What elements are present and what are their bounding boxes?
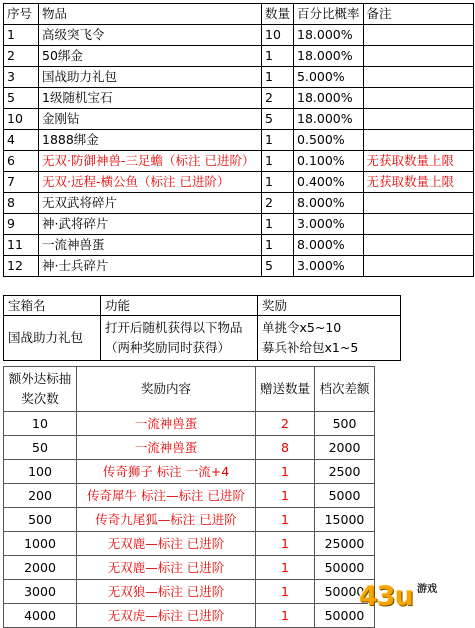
table-row [4,193,474,214]
reward-qty: 2 [256,412,315,436]
row-item: 高级突飞令 [39,25,262,46]
header-note: 备注 [363,4,473,25]
row-id: 11 [4,235,39,256]
reward-qty: 8 [256,436,315,460]
reward-content: 传奇狮子 标注 一流+4 [77,460,256,484]
logo-brand: 43u [359,581,413,612]
table-row [4,256,474,277]
row-percent: 5.000% [294,67,364,88]
row-qty: 2 [262,88,294,109]
header-item: 物品 [39,4,262,25]
row-percent: 3.000% [294,256,364,277]
table-row [4,235,474,256]
table-row [4,46,474,67]
reward-content: 传奇九尾狐—标注 已进阶 [77,508,256,532]
header-draws-line2: 奖次数 [21,391,59,406]
reward-content: 一流神兽蛋 [77,412,256,436]
reward-row [4,412,375,436]
row-percent: 0.400% [294,172,364,193]
table-row [4,172,474,193]
reward-content: 一流神兽蛋 [77,436,256,460]
reward-gap: 5000 [315,484,375,508]
row-qty: 1 [262,67,294,88]
reward-content: 无双鹿—标注 已进阶 [77,556,256,580]
reward-header-row [4,367,375,412]
table-row [4,130,474,151]
row-qty: 1 [262,172,294,193]
row-id: 6 [4,151,39,172]
extra-reward-table [3,366,375,628]
reward-gap: 50000 [315,556,375,580]
row-item: 一流神兽蛋 [39,235,262,256]
reward-row [4,484,375,508]
row-id: 5 [4,88,39,109]
table-row [4,67,474,88]
row-id: 7 [4,172,39,193]
chest-reward-line1: 单挑令x5~10 [262,320,342,335]
header-id: 序号 [4,4,39,25]
row-percent: 0.100% [294,151,364,172]
reward-draws: 50 [4,436,77,460]
row-note [363,256,473,277]
row-item: 无双武将碎片 [39,193,262,214]
header-gift-qty: 赠送数量 [256,367,315,412]
row-qty: 1 [262,46,294,67]
reward-draws: 1000 [4,532,77,556]
table-row [4,109,474,130]
row-percent: 8.000% [294,235,364,256]
reward-gap: 2500 [315,460,375,484]
chest-reward [258,316,401,361]
reward-content: 传奇犀牛 标注—标注 已进阶 [77,484,256,508]
reward-draws: 100 [4,460,77,484]
row-qty: 5 [262,109,294,130]
reward-qty: 1 [256,532,315,556]
row-percent: 18.000% [294,109,364,130]
reward-draws: 4000 [4,604,77,628]
logo-label: 游戏 [417,584,437,595]
row-qty: 1 [262,151,294,172]
row-item: 无双·防御神兽-三足蟾（标注 已进阶） [39,151,262,172]
row-item: 1级随机宝石 [39,88,262,109]
reward-row [4,460,375,484]
row-id: 2 [4,46,39,67]
reward-row [4,508,375,532]
chest-function-line1: 打开后随机获得以下物品 [105,320,243,335]
row-note [363,46,473,67]
row-percent: 18.000% [294,46,364,67]
chest-name: 国战助力礼包 [4,316,101,361]
reward-content: 无双虎—标注 已进阶 [77,604,256,628]
reward-gap: 50000 [315,580,375,604]
row-percent: 0.500% [294,130,364,151]
reward-row [4,556,375,580]
table-row [4,214,474,235]
row-note [363,130,473,151]
reward-qty: 1 [256,508,315,532]
row-id: 1 [4,25,39,46]
reward-qty: 1 [256,604,315,628]
reward-draws: 10 [4,412,77,436]
reward-qty: 1 [256,580,315,604]
header-draws-line1: 额外达标抽 [8,371,72,386]
chest-table [3,295,401,361]
reward-draws: 500 [4,508,77,532]
table-row [4,88,474,109]
chest-function [101,316,258,361]
row-percent: 8.000% [294,193,364,214]
row-note [363,214,473,235]
reward-row [4,580,375,604]
header-draws [4,367,77,412]
row-qty: 1 [262,214,294,235]
row-note [363,109,473,130]
reward-row [4,604,375,628]
row-item: 神·士兵碎片 [39,256,262,277]
row-qty: 5 [262,256,294,277]
table-row [4,25,474,46]
reward-draws: 200 [4,484,77,508]
site-logo [359,582,469,612]
row-item: 无双·远程-横公鱼（标注 已进阶） [39,172,262,193]
chest-header-row [4,296,401,316]
reward-gap: 25000 [315,532,375,556]
table-header-row [4,4,474,25]
header-function: 功能 [101,296,258,316]
row-item: 神·武将碎片 [39,214,262,235]
header-chest-name: 宝箱名 [4,296,101,316]
reward-qty: 1 [256,460,315,484]
chest-row [4,316,401,361]
reward-gap: 500 [315,412,375,436]
row-item: 国战助力礼包 [39,67,262,88]
row-qty: 1 [262,130,294,151]
row-percent: 3.000% [294,214,364,235]
row-qty: 2 [262,193,294,214]
row-note [363,235,473,256]
row-qty: 10 [262,25,294,46]
reward-gap: 15000 [315,508,375,532]
row-percent: 18.000% [294,25,364,46]
chest-function-line2: （两种奖励同时获得） [105,340,231,355]
drop-rate-table [3,3,474,277]
row-percent: 18.000% [294,88,364,109]
reward-row [4,436,375,460]
row-note [363,25,473,46]
chest-reward-line2: 募兵补给包x1~5 [262,340,359,355]
reward-draws: 2000 [4,556,77,580]
row-note [363,88,473,109]
reward-row [4,532,375,556]
row-item: 1888绑金 [39,130,262,151]
header-qty: 数量 [262,4,294,25]
row-id: 10 [4,109,39,130]
row-note [363,67,473,88]
header-gap: 档次差额 [315,367,375,412]
row-id: 8 [4,193,39,214]
reward-gap: 2000 [315,436,375,460]
row-id: 4 [4,130,39,151]
table-row [4,151,474,172]
reward-content: 无双狼—标注 已进阶 [77,580,256,604]
row-id: 9 [4,214,39,235]
header-reward: 奖励 [258,296,401,316]
reward-content: 无双鹿—标注 已进阶 [77,532,256,556]
row-qty: 1 [262,235,294,256]
row-note: 无获取数量上限 [363,151,473,172]
reward-qty: 1 [256,484,315,508]
reward-draws: 3000 [4,580,77,604]
row-item: 金刚钻 [39,109,262,130]
header-percent: 百分比概率 [294,4,364,25]
row-id: 3 [4,67,39,88]
row-note [363,193,473,214]
row-item: 50绑金 [39,46,262,67]
row-note: 无获取数量上限 [363,172,473,193]
header-content: 奖励内容 [77,367,256,412]
row-id: 12 [4,256,39,277]
reward-gap: 50000 [315,604,375,628]
reward-qty: 1 [256,556,315,580]
